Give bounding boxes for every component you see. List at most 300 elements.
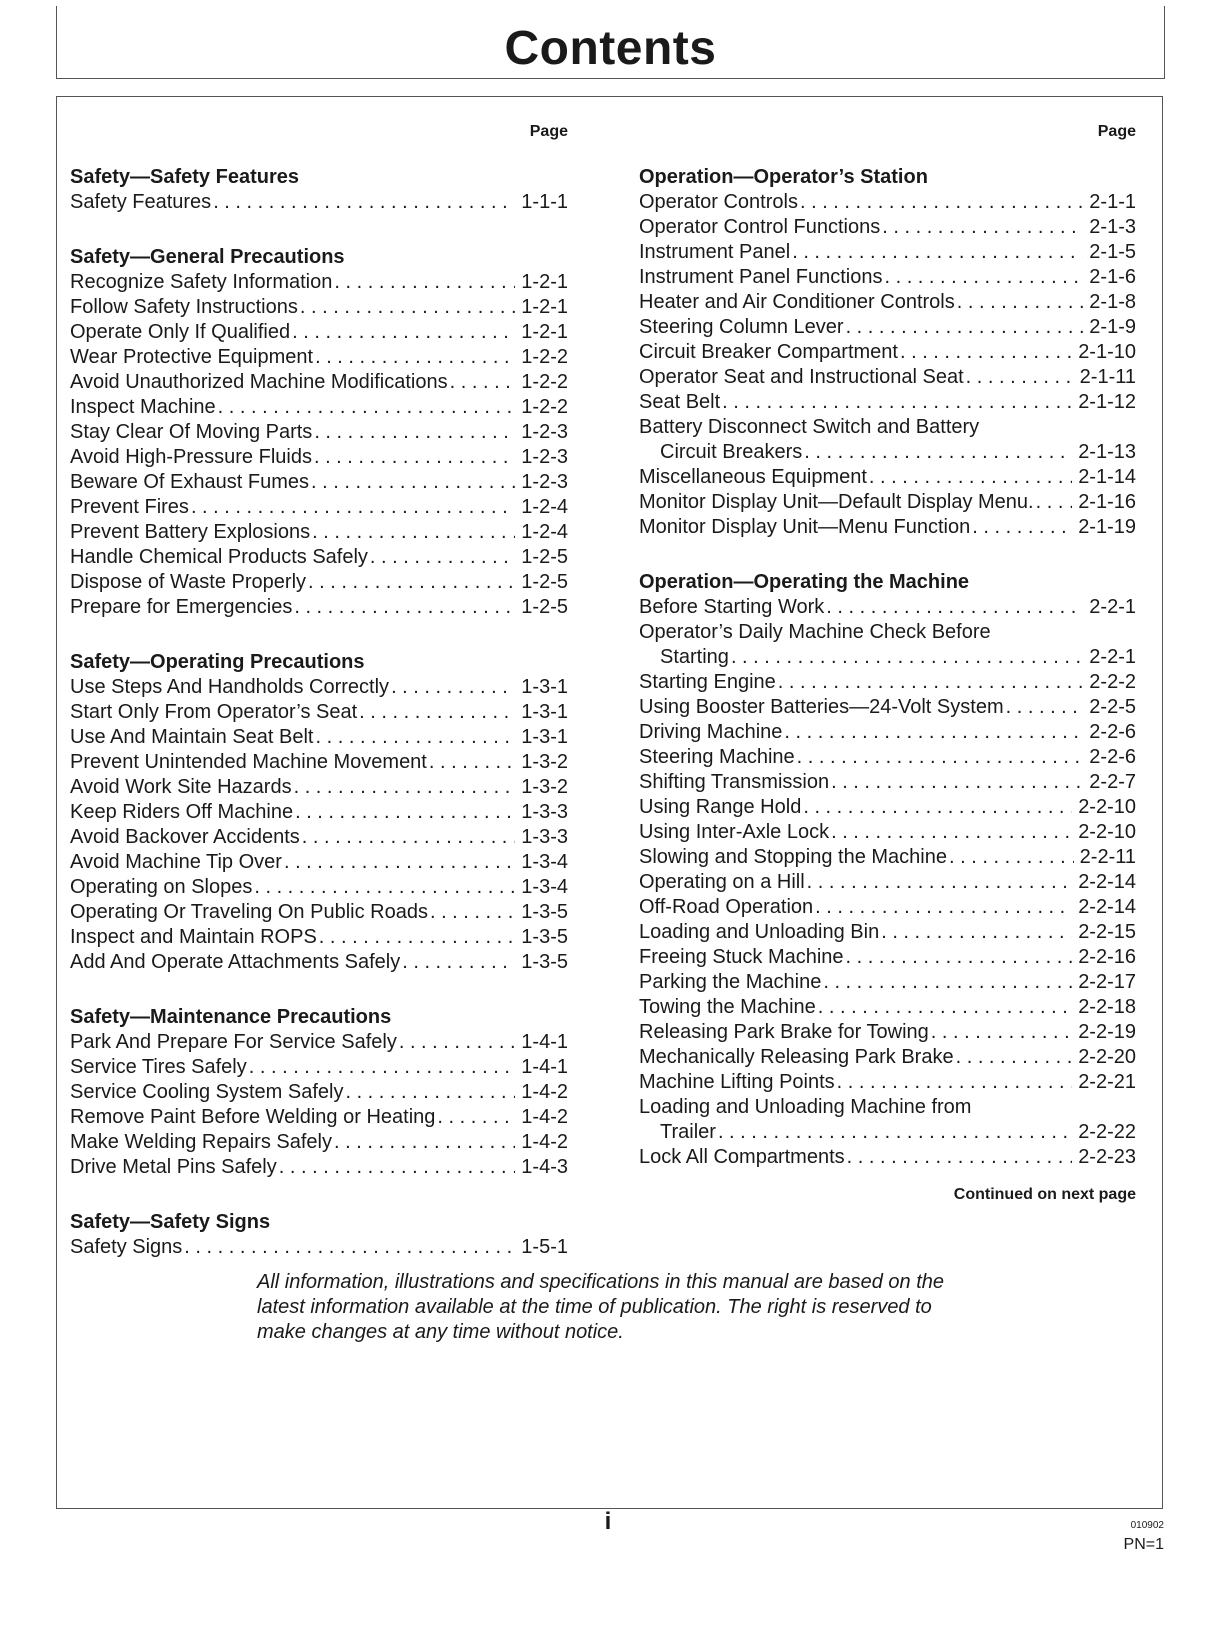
- dot-leader: [254, 875, 515, 900]
- toc-entry-title: Trailer: [660, 1121, 716, 1143]
- toc-entry-page: 1-3-5: [521, 901, 568, 923]
- dot-leader: [778, 670, 1084, 695]
- toc-entry[interactable]: [639, 440, 1136, 465]
- toc-entry[interactable]: [70, 370, 568, 395]
- toc-entry-title: Inspect and Maintain ROPS: [70, 926, 317, 948]
- toc-entry-title: Service Tires Safely: [70, 1056, 247, 1078]
- toc-entry-title: Operate Only If Qualified: [70, 321, 291, 343]
- toc-entry-title: Start Only From Operator’s Seat: [70, 701, 358, 723]
- dot-leader: [731, 645, 1083, 670]
- toc-entry-page: 2-1-6: [1089, 266, 1136, 288]
- toc-entry-page: 1-3-2: [521, 776, 568, 798]
- toc-entry-title: Operator Controls: [639, 191, 798, 213]
- toc-entry[interactable]: [639, 995, 1136, 1020]
- section-title: Safety—Safety Signs: [70, 1211, 271, 1233]
- toc-entry-page: 2-2-10: [1078, 821, 1136, 843]
- toc-entry-page: 2-1-10: [1078, 341, 1136, 363]
- toc-entry-title: Loading and Unloading Bin: [639, 921, 880, 943]
- dot-leader: [807, 870, 1073, 895]
- toc-entry[interactable]: [70, 470, 568, 495]
- toc-entry-page: 1-4-2: [521, 1081, 568, 1103]
- toc-entry[interactable]: [70, 725, 568, 750]
- toc-entry-page: 2-1-12: [1078, 391, 1136, 413]
- toc-entry-title: Remove Paint Before Welding or Heating: [70, 1106, 436, 1128]
- toc-entry[interactable]: [70, 520, 568, 545]
- toc-entry-title: Steering Machine: [639, 746, 795, 768]
- toc-entry[interactable]: [70, 775, 568, 800]
- toc-entry[interactable]: [639, 820, 1136, 845]
- dot-leader: [391, 675, 515, 700]
- dot-leader: [972, 515, 1072, 540]
- toc-entry[interactable]: [70, 1105, 568, 1130]
- toc-entry-page: 2-1-11: [1079, 366, 1136, 388]
- dot-leader: [956, 1045, 1073, 1070]
- toc-entry-page: 2-2-18: [1078, 996, 1136, 1018]
- doc-code: 010902: [1130, 1520, 1164, 1531]
- toc-entry-title: Avoid Work Site Hazards: [70, 776, 292, 798]
- toc-entry-title: Mechanically Releasing Park Brake: [639, 1046, 954, 1068]
- section-title: Operation—Operating the Machine: [639, 571, 970, 593]
- toc-entry[interactable]: [639, 1120, 1136, 1145]
- dot-leader: [300, 295, 515, 320]
- toc-entry[interactable]: [639, 845, 1136, 870]
- dot-leader: [966, 365, 1074, 390]
- toc-entry[interactable]: [70, 900, 568, 925]
- dot-leader: [784, 720, 1083, 745]
- toc-entry-title: Operating Or Traveling On Public Roads: [70, 901, 428, 923]
- toc-entry-page: 1-3-5: [521, 951, 568, 973]
- toc-entry[interactable]: [639, 1020, 1136, 1045]
- toc-entry-page: 2-2-14: [1078, 896, 1136, 918]
- toc-entry-page: 1-2-1: [521, 271, 568, 293]
- dot-leader: [319, 925, 516, 950]
- page-column-header: Page: [529, 123, 568, 140]
- toc-entry-page: 1-3-1: [521, 726, 568, 748]
- toc-entry[interactable]: [639, 1070, 1136, 1095]
- toc-entry-page: 1-4-2: [521, 1131, 568, 1153]
- toc-entry-page: 2-2-21: [1078, 1071, 1136, 1093]
- dot-leader: [949, 845, 1074, 870]
- toc-entry[interactable]: [639, 595, 1136, 620]
- toc-entry[interactable]: [639, 315, 1136, 340]
- dot-leader: [213, 190, 515, 215]
- toc-entry-page: 1-2-2: [521, 371, 568, 393]
- toc-entry-title: Prevent Fires: [70, 496, 189, 518]
- toc-entry[interactable]: [639, 670, 1136, 695]
- toc-entry[interactable]: [70, 595, 568, 620]
- dot-leader: [450, 370, 516, 395]
- section-title: Safety—Operating Precautions: [70, 651, 365, 673]
- toc-entry[interactable]: [70, 270, 568, 295]
- toc-entry-title: Circuit Breakers: [660, 441, 803, 463]
- toc-entry[interactable]: [70, 675, 568, 700]
- toc-entry[interactable]: [70, 925, 568, 950]
- dot-leader: [284, 850, 515, 875]
- toc-entry[interactable]: [639, 920, 1136, 945]
- toc-entry-page: 1-2-5: [521, 546, 568, 568]
- toc-entry-title: Safety Signs: [70, 1236, 183, 1258]
- toc-entry-page: 1-2-1: [521, 296, 568, 318]
- toc-entry-title: Miscellaneous Equipment: [639, 466, 867, 488]
- toc-entry-title: Releasing Park Brake for Towing: [639, 1021, 929, 1043]
- dot-leader: [334, 1130, 515, 1155]
- dot-leader: [314, 420, 515, 445]
- toc-entry[interactable]: [639, 215, 1136, 240]
- toc-entry-title: Freeing Stuck Machine: [639, 946, 844, 968]
- dot-leader: [792, 240, 1083, 265]
- toc-entry-page: 2-1-16: [1078, 491, 1136, 513]
- toc-entry[interactable]: [639, 720, 1136, 745]
- dot-leader: [815, 895, 1072, 920]
- toc-entry[interactable]: [70, 545, 568, 570]
- toc-entry-title: Driving Machine: [639, 721, 783, 743]
- toc-entry-page: 1-2-4: [521, 496, 568, 518]
- dot-leader: [218, 395, 516, 420]
- toc-entry-title: Wear Protective Equipment: [70, 346, 314, 368]
- toc-entry-page: 2-2-6: [1089, 721, 1136, 743]
- toc-entry-title: Follow Safety Instructions: [70, 296, 298, 318]
- toc-entry-title: Park And Prepare For Service Safely: [70, 1031, 397, 1053]
- toc-entry-page: 1-2-3: [521, 421, 568, 443]
- dot-leader: [722, 390, 1072, 415]
- dot-leader: [884, 265, 1083, 290]
- dot-leader: [804, 440, 1072, 465]
- toc-entry-title: Using Range Hold: [639, 796, 802, 818]
- toc-entry-title: Handle Chemical Products Safely: [70, 546, 368, 568]
- dot-leader: [191, 495, 515, 520]
- toc-entry-title: Use And Maintain Seat Belt: [70, 726, 314, 748]
- toc-entry-title: Recognize Safety Information: [70, 271, 333, 293]
- dot-leader: [314, 445, 515, 470]
- toc-entry-page: 1-2-2: [521, 346, 568, 368]
- dot-leader: [881, 920, 1072, 945]
- dot-leader: [359, 700, 515, 725]
- toc-entry-page: 2-2-2: [1089, 671, 1136, 693]
- toc-entry[interactable]: [639, 645, 1136, 670]
- toc-entry[interactable]: [70, 295, 568, 320]
- toc-entry-page: 2-2-17: [1078, 971, 1136, 993]
- toc-entry[interactable]: [639, 1145, 1136, 1170]
- toc-entry-page: 2-2-5: [1089, 696, 1136, 718]
- dot-leader: [279, 1155, 516, 1180]
- toc-entry[interactable]: [639, 365, 1136, 390]
- toc-entry[interactable]: [70, 700, 568, 725]
- dot-leader: [402, 950, 515, 975]
- toc-entry-title: Avoid Machine Tip Over: [70, 851, 282, 873]
- toc-entry-title: Before Starting Work: [639, 596, 825, 618]
- dot-leader: [370, 545, 515, 570]
- dot-leader: [818, 995, 1072, 1020]
- toc-entry-title: Seat Belt: [639, 391, 721, 413]
- toc-entry-page: 2-2-15: [1078, 921, 1136, 943]
- toc-entry-page: 2-1-3: [1089, 216, 1136, 238]
- toc-entry[interactable]: [70, 800, 568, 825]
- toc-entry-page: 1-4-1: [521, 1031, 568, 1053]
- toc-entry[interactable]: [70, 190, 568, 215]
- toc-entry-page: 1-4-3: [521, 1156, 568, 1178]
- dot-leader: [430, 900, 515, 925]
- toc-entry-title: Steering Column Lever: [639, 316, 844, 338]
- dot-leader: [294, 595, 515, 620]
- toc-entry[interactable]: [70, 825, 568, 850]
- toc-entry-page: 1-2-5: [521, 596, 568, 618]
- toc-entry-title: Drive Metal Pins Safely: [70, 1156, 277, 1178]
- toc-entry[interactable]: [70, 320, 568, 345]
- toc-entry-title: Avoid Unauthorized Machine Modifications: [70, 371, 448, 393]
- left-column: [70, 121, 568, 1260]
- toc-entry[interactable]: [639, 290, 1136, 315]
- toc-entry-title: Avoid Backover Accidents: [70, 826, 300, 848]
- toc-entry-title: Starting Engine: [639, 671, 776, 693]
- dot-leader: [399, 1030, 515, 1055]
- dot-leader: [295, 800, 515, 825]
- toc-entry-title: Prevent Unintended Machine Movement: [70, 751, 427, 773]
- dot-leader: [294, 775, 516, 800]
- toc-entry[interactable]: [639, 265, 1136, 290]
- page-column-header: Page: [1097, 123, 1136, 140]
- toc-entry[interactable]: [70, 570, 568, 595]
- toc-entry-title: Parking the Machine: [639, 971, 822, 993]
- toc-entry-title: Off-Road Operation: [639, 896, 814, 918]
- toc-section: [70, 245, 568, 620]
- dot-leader: [308, 570, 515, 595]
- toc-entry[interactable]: [639, 515, 1136, 540]
- toc-entry[interactable]: [639, 390, 1136, 415]
- toc-entry[interactable]: [639, 945, 1136, 970]
- toc-entry-title: Using Booster Batteries—24-Volt System: [639, 696, 1004, 718]
- dot-leader: [846, 315, 1084, 340]
- toc-entry-title: Instrument Panel Functions: [639, 266, 883, 288]
- toc-entry[interactable]: [639, 745, 1136, 770]
- toc-section: [70, 650, 568, 975]
- dot-leader: [292, 320, 515, 345]
- header-box: [56, 6, 1165, 79]
- right-column: [639, 121, 1136, 1206]
- toc-entry[interactable]: [639, 465, 1136, 490]
- toc-entry[interactable]: [70, 1055, 568, 1080]
- toc-entry[interactable]: [70, 1030, 568, 1055]
- toc-entry-title: Starting: [660, 646, 729, 668]
- toc-entry-page: 1-2-3: [521, 471, 568, 493]
- dot-leader: [1036, 490, 1073, 515]
- toc-section: [70, 1210, 568, 1260]
- dot-leader: [831, 820, 1072, 845]
- toc-entry-page: 1-2-4: [521, 521, 568, 543]
- toc-entry-title: Monitor Display Unit—Menu Function: [639, 516, 971, 538]
- toc-entry-page: 1-3-5: [521, 926, 568, 948]
- toc-entry-page: 2-2-22: [1078, 1121, 1136, 1143]
- dot-leader: [882, 215, 1083, 240]
- toc-entry[interactable]: [70, 420, 568, 445]
- toc-entry-page: 1-3-3: [521, 826, 568, 848]
- dot-leader: [826, 595, 1083, 620]
- toc-entry-title: Make Welding Repairs Safely: [70, 1131, 332, 1153]
- toc-entry-page: 2-1-9: [1089, 316, 1136, 338]
- toc-entry[interactable]: [639, 870, 1136, 895]
- dot-leader: [846, 945, 1073, 970]
- dot-leader: [437, 1105, 515, 1130]
- dot-leader: [957, 290, 1084, 315]
- toc-entry-title: Keep Riders Off Machine: [70, 801, 294, 823]
- dot-leader: [797, 745, 1084, 770]
- dot-leader: [803, 795, 1072, 820]
- dot-leader: [847, 1145, 1073, 1170]
- toc-entry-page: 2-1-8: [1089, 291, 1136, 313]
- toc-entry-title: Beware Of Exhaust Fumes: [70, 471, 309, 493]
- toc-entry[interactable]: [70, 345, 568, 370]
- toc-entry[interactable]: [639, 340, 1136, 365]
- toc-entry-title: Lock All Compartments: [639, 1146, 845, 1168]
- toc-entry-title: Towing the Machine: [639, 996, 816, 1018]
- toc-entry-page: 1-3-4: [521, 876, 568, 898]
- disclaimer: All information, illustrations and specifications in this manual are based on the latest information available at the time of publication. The right is reserved to make changes at any time without notice.: [257, 1271, 945, 1343]
- toc-entry-page: 2-2-1: [1089, 646, 1136, 668]
- toc-entry-title: Circuit Breaker Compartment: [639, 341, 898, 363]
- toc-entry[interactable]: [639, 970, 1136, 995]
- toc-entry[interactable]: [70, 750, 568, 775]
- toc-entry-page: 1-5-1: [521, 1236, 568, 1258]
- toc-entry-title: Machine Lifting Points: [639, 1071, 835, 1093]
- toc-entry[interactable]: [70, 395, 568, 420]
- toc-entry-page: 2-2-7: [1089, 771, 1136, 793]
- toc-entry-page: 2-2-14: [1078, 871, 1136, 893]
- toc-entry-title: Inspect Machine: [70, 396, 216, 418]
- toc-entry-line: Operator’s Daily Machine Check Before: [639, 621, 991, 643]
- dot-leader: [1006, 695, 1084, 720]
- toc-entry-page: 2-1-19: [1078, 516, 1136, 538]
- toc-section: [70, 165, 568, 215]
- toc-entry[interactable]: [639, 795, 1136, 820]
- toc-entry-title: Instrument Panel: [639, 241, 791, 263]
- part-number: PN=1: [1123, 1536, 1164, 1553]
- toc-entry-page: 1-3-3: [521, 801, 568, 823]
- dot-leader: [249, 1055, 516, 1080]
- section-title: Operation—Operator’s Station: [639, 166, 928, 188]
- dot-leader: [315, 725, 515, 750]
- toc-entry-page: 1-2-1: [521, 321, 568, 343]
- toc-entry-page: 1-4-1: [521, 1056, 568, 1078]
- toc-entry[interactable]: [70, 1130, 568, 1155]
- dot-leader: [184, 1235, 515, 1260]
- toc-entry[interactable]: [639, 770, 1136, 795]
- toc-entry[interactable]: [639, 190, 1136, 215]
- toc-entry[interactable]: [70, 1155, 568, 1180]
- dot-leader: [345, 1080, 515, 1105]
- toc-section: [639, 165, 1136, 540]
- toc-entry[interactable]: [70, 1080, 568, 1105]
- continued-note: Continued on next page: [953, 1186, 1136, 1203]
- dot-leader: [429, 750, 515, 775]
- toc-entry-title: Operating on a Hill: [639, 871, 805, 893]
- dot-leader: [315, 345, 515, 370]
- toc-entry-page: 2-2-16: [1078, 946, 1136, 968]
- toc-entry-page: 2-2-6: [1089, 746, 1136, 768]
- toc-entry-title: Using Inter-Axle Lock: [639, 821, 830, 843]
- toc-entry-page: 2-1-1: [1089, 191, 1136, 213]
- dot-leader: [823, 970, 1072, 995]
- toc-entry[interactable]: [70, 445, 568, 470]
- toc-entry-title: Service Cooling System Safely: [70, 1081, 344, 1103]
- toc-entry[interactable]: [639, 695, 1136, 720]
- toc-entry-line: Battery Disconnect Switch and Battery: [639, 416, 980, 438]
- toc-entry[interactable]: [639, 895, 1136, 920]
- page-number: i: [604, 1508, 612, 1535]
- toc-entry-title: Avoid High-Pressure Fluids: [70, 446, 312, 468]
- dot-leader: [302, 825, 516, 850]
- toc-entry-page: 2-2-11: [1079, 846, 1136, 868]
- toc-entry-page: 2-1-5: [1089, 241, 1136, 263]
- toc-entry-line: Loading and Unloading Machine from: [639, 1096, 972, 1118]
- toc-entry[interactable]: [70, 1235, 568, 1260]
- toc-entry-page: 2-2-20: [1078, 1046, 1136, 1068]
- toc-entry-page: 2-1-14: [1078, 466, 1136, 488]
- toc-entry-title: Heater and Air Conditioner Controls: [639, 291, 955, 313]
- toc-entry-page: 2-2-10: [1078, 796, 1136, 818]
- toc-entry-page: 1-3-1: [521, 676, 568, 698]
- toc-entry-title: Operator Control Functions: [639, 216, 881, 238]
- toc-entry[interactable]: [70, 850, 568, 875]
- toc-section: [70, 1005, 568, 1180]
- dot-leader: [312, 520, 515, 545]
- toc-entry-page: 1-2-3: [521, 446, 568, 468]
- toc-entry[interactable]: [639, 490, 1136, 515]
- dot-leader: [311, 470, 515, 495]
- page-title: Contents: [504, 22, 717, 75]
- dot-leader: [831, 770, 1083, 795]
- toc-entry-title: Use Steps And Handholds Correctly: [70, 676, 390, 698]
- toc-entry[interactable]: [70, 950, 568, 975]
- toc-entry-title: Dispose of Waste Properly: [70, 571, 307, 593]
- toc-entry-title: Safety Features: [70, 191, 212, 213]
- dot-leader: [837, 1070, 1073, 1095]
- toc-entry-title: Prevent Battery Explosions: [70, 521, 311, 543]
- toc-entry-page: 1-2-2: [521, 396, 568, 418]
- dot-leader: [800, 190, 1083, 215]
- section-title: Safety—Maintenance Precautions: [70, 1006, 392, 1028]
- toc-entry-title: Operating on Slopes: [70, 876, 253, 898]
- toc-entry[interactable]: [70, 875, 568, 900]
- toc-entry-page: 2-2-1: [1089, 596, 1136, 618]
- toc-entry-page: 2-2-23: [1078, 1146, 1136, 1168]
- toc-entry-page: 1-1-1: [521, 191, 568, 213]
- toc-entry-page: 1-3-1: [521, 701, 568, 723]
- toc-entry-page: 1-2-5: [521, 571, 568, 593]
- toc-entry-page: 2-1-13: [1078, 441, 1136, 463]
- dot-leader: [869, 465, 1072, 490]
- section-title: Safety—General Precautions: [70, 246, 345, 268]
- toc-entry-title: Shifting Transmission: [639, 771, 830, 793]
- toc-entry-title: Monitor Display Unit—Default Display Menu.: [639, 491, 1034, 513]
- toc-entry[interactable]: [70, 495, 568, 520]
- toc-entry-title: Slowing and Stopping the Machine: [639, 846, 947, 868]
- toc-entry-page: 2-2-19: [1078, 1021, 1136, 1043]
- section-title: Safety—Safety Features: [70, 166, 299, 188]
- toc-entry-page: 1-3-2: [521, 751, 568, 773]
- toc-entry-title: Add And Operate Attachments Safely: [70, 951, 401, 973]
- dot-leader: [931, 1020, 1072, 1045]
- dot-leader: [334, 270, 515, 295]
- toc-entry[interactable]: [639, 240, 1136, 265]
- toc-entry-title: Stay Clear Of Moving Parts: [70, 421, 313, 443]
- toc-entry-page: 1-4-2: [521, 1106, 568, 1128]
- toc-entry-title: Prepare for Emergencies: [70, 596, 293, 618]
- toc-entry-page: 1-3-4: [521, 851, 568, 873]
- toc-entry-title: Operator Seat and Instructional Seat: [639, 366, 964, 388]
- dot-leader: [900, 340, 1072, 365]
- toc-entry[interactable]: [639, 1045, 1136, 1070]
- toc-section: [639, 570, 1136, 1170]
- dot-leader: [718, 1120, 1072, 1145]
